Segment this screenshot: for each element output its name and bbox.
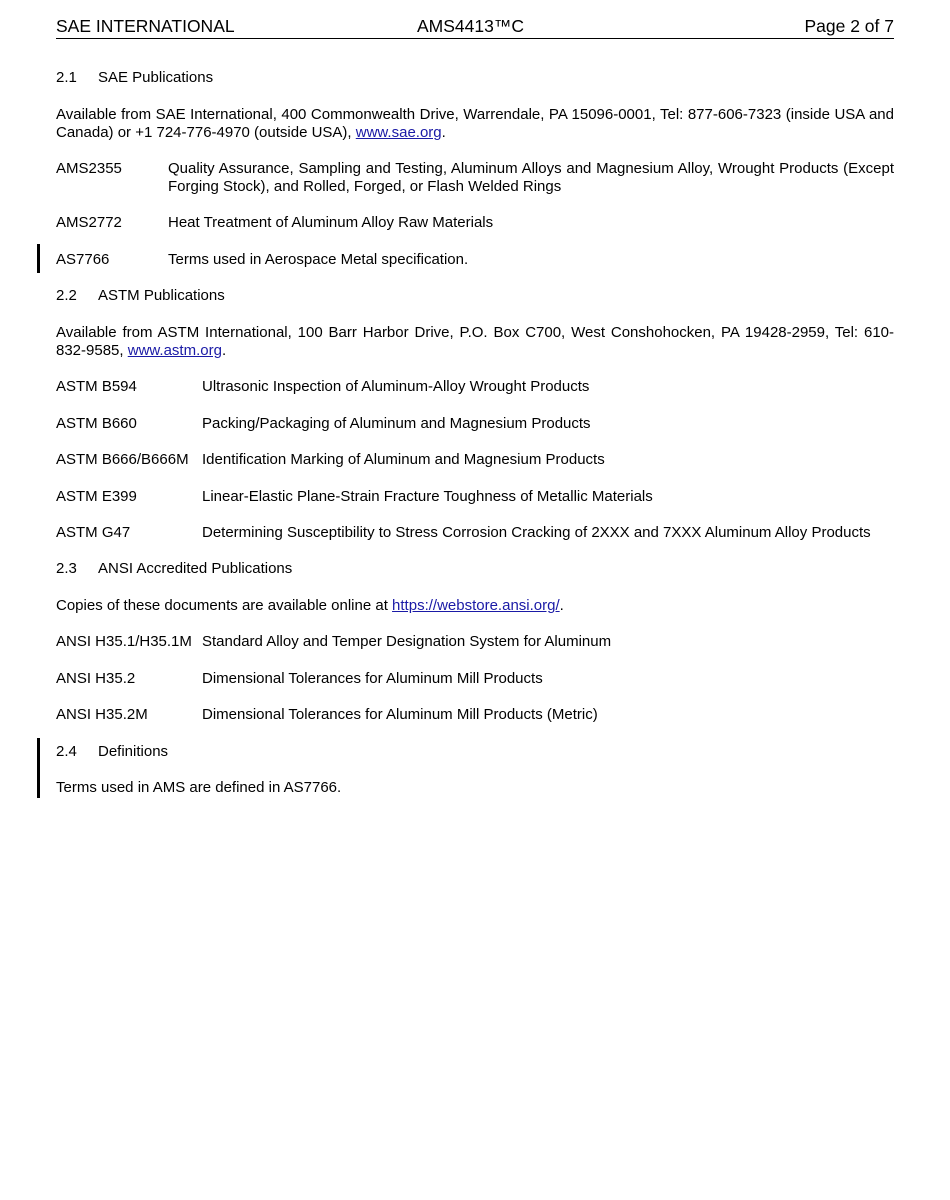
reference-code: AMS2772: [56, 214, 122, 231]
reference-code: AMS2355: [56, 160, 122, 177]
sae-website-link[interactable]: www.sae.org: [355, 124, 442, 141]
availability-text: Copies of these documents are available online at: [56, 597, 393, 614]
section-number: 2.1: [56, 69, 77, 86]
reference-title: Packing/Packaging of Aluminum and Magnesium Products: [202, 415, 591, 432]
reference-item: [56, 214, 894, 232]
reference-code: ANSI H35.2: [56, 670, 136, 687]
reference-code: ASTM B660: [56, 415, 137, 432]
definitions-text: Terms used in AMS are defined in AS7766.: [56, 779, 342, 796]
reference-title: Standard Alloy and Temper Designation System for Aluminum: [202, 633, 612, 650]
header-page-number: Page 2 of 7: [804, 16, 894, 36]
header-doc-id: AMS4413™C: [417, 16, 524, 36]
change-bar: [37, 738, 40, 798]
reference-code: ASTM G47: [56, 524, 131, 541]
reference-item: [56, 451, 894, 469]
section-heading-astm: [56, 287, 225, 305]
section-title: Definitions: [98, 743, 169, 760]
reference-item: [56, 378, 894, 396]
astm-availability-paragraph: Available from ASTM International, 100 Barr Harbor Drive, P.O. Box C700, West Conshohocken, PA 19428-2959, Tel: 610-832-9585, www.astm.org.: [56, 324, 894, 359]
reference-title: Dimensional Tolerances for Aluminum Mill Products (Metric): [202, 706, 598, 723]
reference-title: Heat Treatment of Aluminum Alloy Raw Materials: [168, 214, 494, 231]
astm-website-link[interactable]: www.astm.org: [127, 342, 222, 359]
reference-code: AS7766: [56, 251, 110, 268]
section-title: SAE Publications: [98, 69, 214, 86]
reference-item: [56, 524, 894, 542]
page-header: [56, 16, 894, 39]
availability-text: Available from ASTM International, 100 Barr Harbor Drive, P.O. Box C700, West Conshohocken, PA 19428-2959, Tel: 610-832-9585,: [56, 324, 894, 359]
reference-title: Dimensional Tolerances for Aluminum Mill Products: [202, 670, 543, 687]
reference-code: ANSI H35.1/H35.1M: [56, 633, 192, 650]
reference-title: Linear-Elastic Plane-Strain Fracture Toughness of Metallic Materials: [202, 488, 653, 505]
reference-item: [56, 670, 894, 688]
reference-code: ANSI H35.2M: [56, 706, 148, 723]
section-title: ASTM Publications: [98, 287, 225, 304]
reference-title: Determining Susceptibility to Stress Corrosion Cracking of 2XXX and 7XXX Aluminum Alloy Products: [202, 524, 871, 541]
ansi-webstore-link[interactable]: https://webstore.ansi.org/: [392, 597, 560, 614]
change-bar: [37, 244, 40, 273]
section-heading-sae: [56, 69, 213, 87]
ansi-availability-paragraph: Copies of these documents are available online at https://webstore.ansi.org/.: [56, 597, 564, 614]
reference-code: ASTM B666/B666M: [56, 451, 189, 468]
reference-item: [56, 488, 894, 506]
section-title: ANSI Accredited Publications: [98, 560, 293, 577]
availability-text: Available from SAE International, 400 Commonwealth Drive, Warrendale, PA 15096-0001, Tel: 877-606-7323 (inside USA and Canada) or +1 724-776-4970 (outside USA),: [56, 106, 894, 141]
section-number: 2.4: [56, 743, 77, 760]
sae-availability-paragraph: Available from SAE International, 400 Commonwealth Drive, Warrendale, PA 15096-0001, Tel: 877-606-7323 (inside USA and Canada) or +1 724-776-4970 (outside USA), www.sae.org.: [56, 106, 894, 141]
section-heading-definitions: [56, 743, 168, 761]
reference-item: [56, 633, 894, 651]
section-number: 2.3: [56, 560, 77, 577]
header-org: SAE INTERNATIONAL: [56, 16, 235, 36]
reference-title: Terms used in Aerospace Metal specification.: [168, 251, 469, 268]
reference-item: [56, 415, 894, 433]
reference-title: Ultrasonic Inspection of Aluminum-Alloy Wrought Products: [202, 378, 590, 395]
section-number: 2.2: [56, 287, 77, 304]
section-heading-ansi: [56, 560, 292, 578]
reference-title: Identification Marking of Aluminum and Magnesium Products: [202, 451, 605, 468]
reference-item: [56, 706, 894, 724]
reference-item: [56, 251, 894, 269]
reference-item: [56, 160, 894, 196]
reference-title: Quality Assurance, Sampling and Testing, Aluminum Alloys and Magnesium Alloy, Wrought Products (Except Forging Stock), and Rolled, Forged, or Flash Welded Rings: [168, 160, 894, 195]
document-page: [56, 0, 894, 1200]
reference-code: ASTM E399: [56, 488, 137, 505]
reference-code: ASTM B594: [56, 378, 137, 395]
